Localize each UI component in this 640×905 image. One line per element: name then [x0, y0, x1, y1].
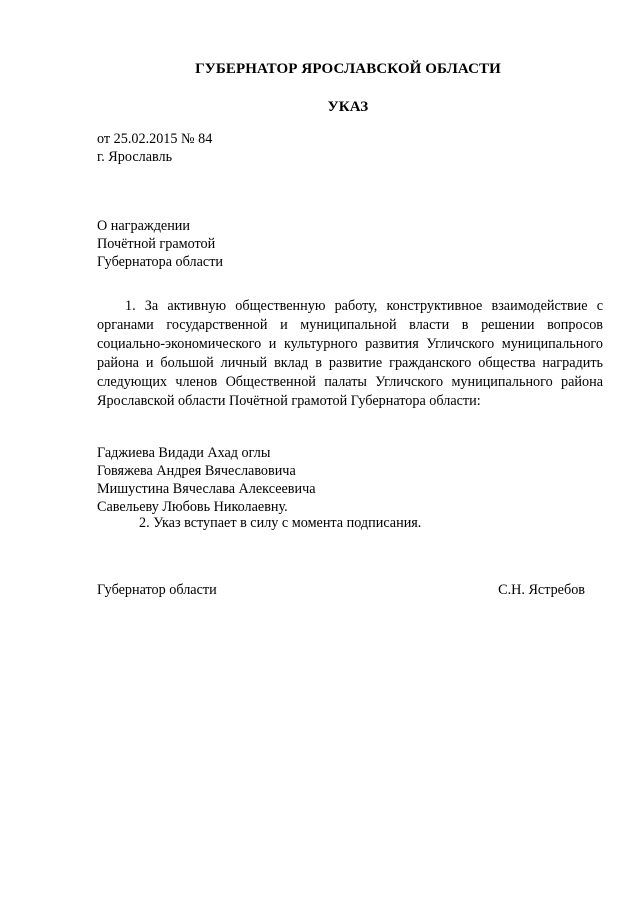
- subject-line-3: Губернатора области: [97, 254, 223, 270]
- subject-line-1: О награждении: [97, 218, 190, 234]
- awardee-name: Савельеву Любовь Николаевну.: [97, 499, 288, 515]
- signatory-name: С.Н. Ястребов: [498, 582, 585, 598]
- awardee-name: Мишустина Вячеслава Алексеевича: [97, 481, 316, 497]
- city: г. Ярославль: [97, 149, 173, 165]
- subject-line-2: Почётной грамотой: [97, 236, 216, 252]
- awardee-list: [97, 444, 316, 516]
- awardee-name: Говяжева Андрея Вячеславовича: [97, 463, 296, 479]
- decree-item-1: 1. За активную общественную работу, конструктивное взаимодействие с органами государственной и муниципальной власти в решении вопросов социально-экономического и культурного развития Угличского муниципального района и большой личный вклад в развитие гражданского общества наградить следующих членов Общественной палаты Угличского муниципального района Ярославской области Почётной грамотой Губернатора области:: [97, 298, 603, 409]
- document-type-heading: УКАЗ: [327, 99, 369, 115]
- date-number: от 25.02.2015 № 84: [97, 131, 213, 147]
- signatory-position: Губернатор области: [97, 582, 217, 598]
- authority-heading: ГУБЕРНАТОР ЯРОСЛАВСКОЙ ОБЛАСТИ: [195, 61, 501, 77]
- awardee-name: Гаджиева Видади Ахад оглы: [97, 445, 271, 461]
- decree-item-2: 2. Указ вступает в силу с момента подписания.: [139, 515, 422, 531]
